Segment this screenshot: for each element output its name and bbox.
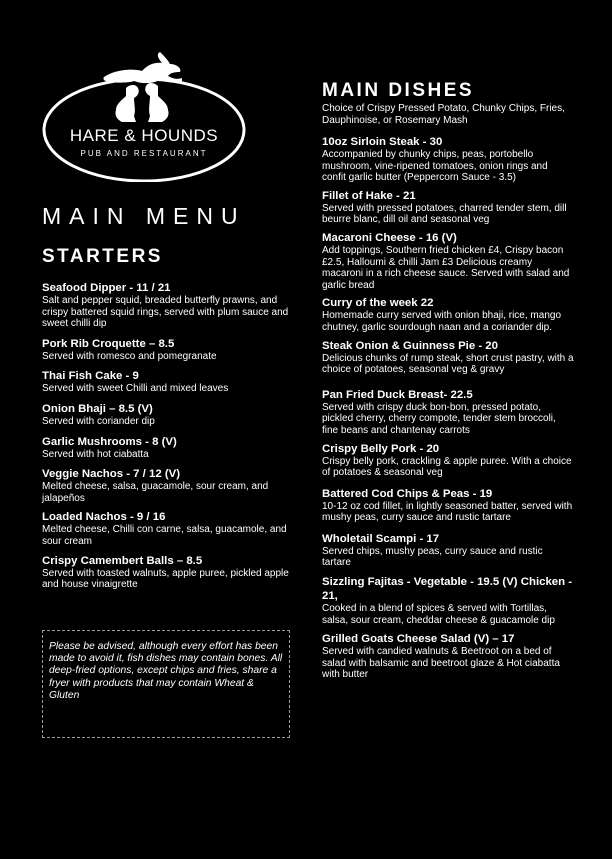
item-title: Crispy Camembert Balls – 8.5 [42,554,203,567]
item-title: Macaroni Cheese - 16 (V) [322,231,457,244]
menu-item [42,402,292,428]
hare-and-hounds-logo [42,50,246,182]
item-description: Add toppings, Southern fried chicken £4, Crispy bacon £2.5, Halloumi & chilli Jam £3 Delicious creamy macaroni in a rich cheese sauce. Served with salad and garlic bread [322,244,570,291]
logo-emblem [42,50,246,182]
menu-item [322,575,574,626]
item-description: Crispy belly pork, crackling & apple puree. With a choice of potatoes & seasonal veg [322,455,572,479]
allergen-notice: Please be advised, although every effort has been made to avoid it, fish dishes may contain bones. All deep-fried options, except chips and fries, share a fryer with products that may contain Wheat & Gluten [42,630,290,738]
item-title: Thai Fish Cake - 9 [42,370,139,383]
item-title: Wholetail Scampi - 17 [322,532,440,545]
main-dishes-heading: MAIN DISHES [322,80,475,101]
main-dishes-intro: Choice of Crispy Pressed Potato, Chunky Chips, Fries, Dauphinoise, or Rosemary Mash [322,103,565,126]
hound-icon [115,85,138,122]
menu-item [42,467,292,504]
item-description: Served with hot ciabatta [42,448,149,460]
menu-title: MAIN MENU [42,203,246,229]
item-description: Served with toasted walnuts, apple puree, pickled apple and house vinaigrette [42,567,289,591]
item-title: Onion Bhaji – 8.5 (V) [42,402,153,415]
item-description: Served with candied walnuts & Beetroot on a bed of salad with balsamic and beetroot glaze & Hot ciabatta with butter [322,646,560,681]
item-description: Cooked in a blend of spices & served with Tortillas, salsa, sour cream, cheddar cheese & guacamole dip [322,603,555,626]
main-dishes-list [322,135,574,681]
item-description: Served chips, mushy peas, curry sauce and rustic tartare [322,545,543,569]
menu-item [322,442,574,479]
item-description: Served with romesco and pomegranate [42,350,217,362]
menu-item [42,510,292,547]
starters-heading: STARTERS [42,246,163,267]
item-description: 10-12 oz cod fillet, in lightly seasoned batter, served with mushy peas, curry sauce and rustic tartare [322,500,573,524]
starters-list [42,281,292,591]
menu-item [42,369,292,395]
item-description: Accompanied by chunky chips, peas, portobello mushroom, vine-ripened tomatoes, onion rings and confit garlic butter (Peppercorn Sauce - 3.5) [322,149,548,184]
menu-item [322,632,574,681]
item-title: Seafood Dipper - 11 / 21 [42,282,171,294]
menu-item [322,296,574,333]
menu-item [322,231,574,291]
item-description: Served with coriander dip [42,415,155,427]
menu-item [322,135,574,184]
item-description: Served with pressed potatoes, charred tender stem, dill beurre blanc, dill oil and seasonal veg [322,202,567,226]
item-title: Garlic Mushrooms - 8 (V) [42,435,177,448]
menu-item [322,388,574,437]
item-title: Steak Onion & Guinness Pie - 20 [322,339,498,352]
hare-icon [103,52,182,83]
item-title: Fillet of Hake - 21 [322,189,416,202]
menu-item [42,435,292,461]
item-description: Salt and pepper squid, breaded butterfly prawns, and crispy battered squid rings, served with plum sauce and sweet chilli dip [42,295,289,330]
item-description: Delicious chunks of rump steak, short crust pastry, with a choice of potatoes, seasonal veg & gravy [322,352,574,376]
menu-item [322,487,574,524]
item-title: Crispy Belly Pork - 20 [322,442,440,455]
item-title: Loaded Nachos - 9 / 16 [42,511,166,524]
item-description: Served with sweet Chilli and mixed leaves [42,383,229,395]
item-description: Served with crispy duck bon-bon, pressed potato, pickled cherry, cherry compote, tender stem broccoli, fine beans and chantenay carrots [322,401,556,436]
menu-item [42,281,292,330]
item-title: Pork Rib Croquette – 8.5 [42,337,175,350]
item-title: Sizzling Fajitas - Vegetable - 19.5 (V) Chicken - 21, [322,576,573,603]
hound-icon [145,83,168,122]
item-title: Veggie Nachos - 7 / 12 (V) [42,468,180,481]
item-description: Melted cheese, Chilli con carne, salsa, guacamole, and sour cream [42,524,287,547]
menu-item [42,554,292,591]
menu-item [42,337,292,363]
item-description: Homemade curry served with onion bhaji, rice, mango chutney, garlic sourdough naan and a coriander dip. [322,310,561,333]
item-title: Grilled Goats Cheese Salad (V) – 17 [322,633,515,646]
item-title: Pan Fried Duck Breast- 22.5 [322,388,473,401]
item-title: Curry of the week 22 [322,297,434,310]
menu-item [322,532,574,569]
menu-item [322,189,574,226]
item-title: 10oz Sirloin Steak - 30 [322,136,443,148]
item-description: Melted cheese, salsa, guacamole, sour cream, and jalapeños [42,481,269,504]
brand-subtitle: PUB AND RESTAURANT [80,149,208,158]
brand-name: HARE & HOUNDS [69,126,219,145]
menu-item [322,339,574,376]
item-title: Battered Cod Chips & Peas - 19 [322,487,493,500]
